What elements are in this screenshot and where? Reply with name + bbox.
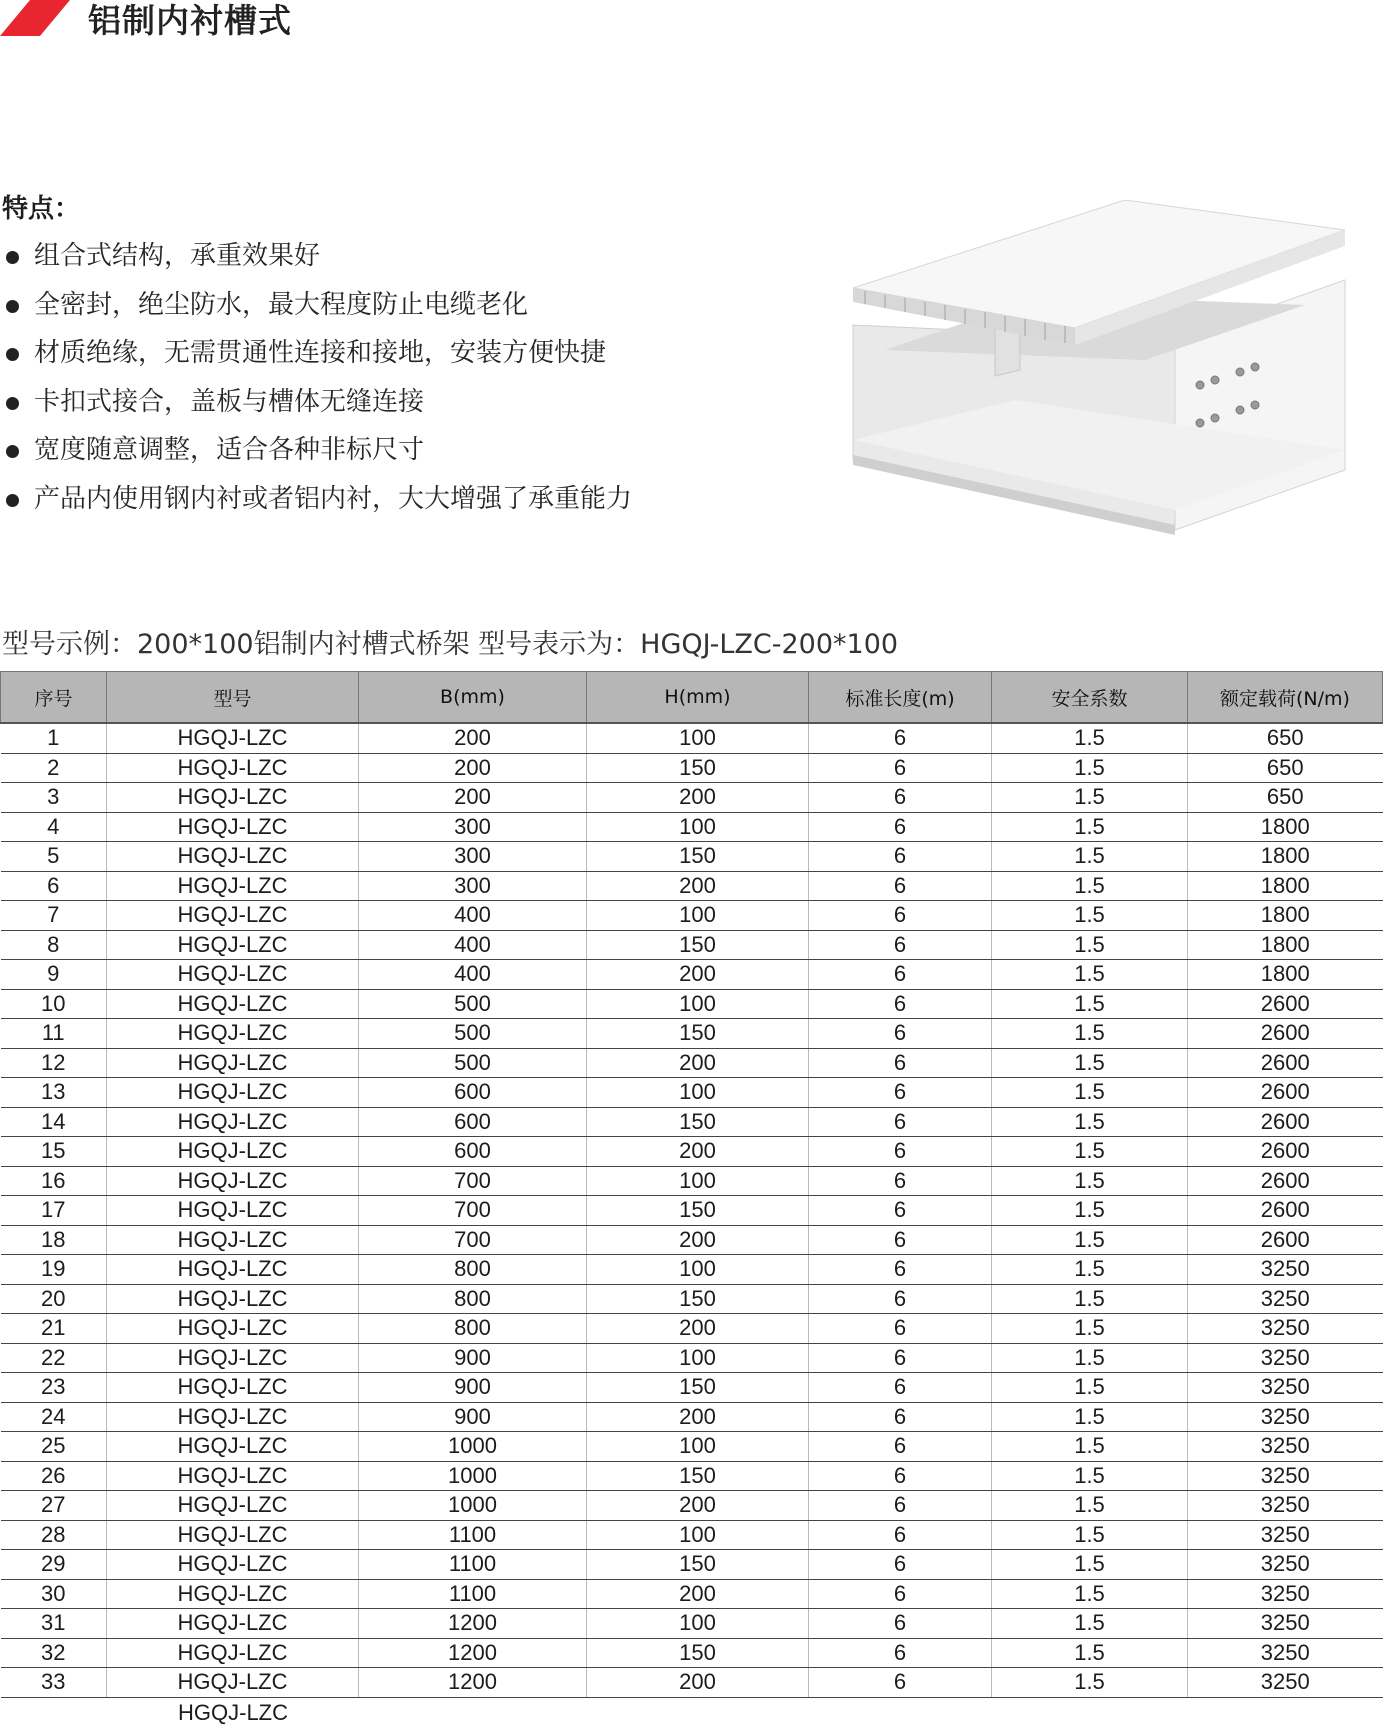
cell-width: 800 (359, 1255, 587, 1285)
cell-width: 700 (359, 1196, 587, 1226)
cell-model: HGQJ-LZC (107, 1491, 359, 1521)
cell-width: 900 (359, 1402, 587, 1432)
cell-safety: 1.5 (992, 1225, 1188, 1255)
cell-model: HGQJ-LZC (107, 1373, 359, 1403)
cell-index: 7 (1, 901, 107, 931)
feature-item: 宽度随意调整，适合各种非标尺寸 (2, 426, 632, 475)
cell-load: 2600 (1188, 1196, 1383, 1226)
table-row (1, 1107, 1383, 1137)
cell-height: 100 (587, 723, 809, 753)
cell-length: 6 (809, 1137, 992, 1167)
cell-safety: 1.5 (992, 1078, 1188, 1108)
cell-safety: 1.5 (992, 723, 1188, 753)
cell-width: 200 (359, 723, 587, 753)
cell-height: 150 (587, 930, 809, 960)
table-header-row (1, 672, 1383, 724)
cell-index: 8 (1, 930, 107, 960)
cell-height: 200 (587, 783, 809, 813)
cell-width: 400 (359, 960, 587, 990)
cell-index: 20 (1, 1284, 107, 1314)
cell-model: HGQJ-LZC (107, 960, 359, 990)
col-header-width: B(mm) (359, 672, 587, 724)
col-header-height: H(mm) (587, 672, 809, 724)
cell-index: 33 (1, 1668, 107, 1698)
cell-model: HGQJ-LZC (107, 1255, 359, 1285)
table-row (1, 1461, 1383, 1491)
cell-safety: 1.5 (992, 1579, 1188, 1609)
cell-safety: 1.5 (992, 901, 1188, 931)
cell-load: 650 (1188, 753, 1383, 783)
cell-index: 1 (1, 723, 107, 753)
cell-model: HGQJ-LZC (107, 1166, 359, 1196)
cell-width: 700 (359, 1166, 587, 1196)
cell-length: 6 (809, 1284, 992, 1314)
table-row (1, 1137, 1383, 1167)
cell-height: 150 (587, 1284, 809, 1314)
cell-load: 3250 (1188, 1550, 1383, 1580)
cell-safety: 1.5 (992, 1373, 1188, 1403)
cell-safety: 1.5 (992, 812, 1188, 842)
table-row (1, 1579, 1383, 1609)
cell-safety: 1.5 (992, 1432, 1188, 1462)
cell-load: 2600 (1188, 1048, 1383, 1078)
cell-index: 4 (1, 812, 107, 842)
cell-index: 24 (1, 1402, 107, 1432)
table-row (1, 1048, 1383, 1078)
cell-load: 3250 (1188, 1255, 1383, 1285)
cell-height: 200 (587, 1225, 809, 1255)
cell-load: 2600 (1188, 1137, 1383, 1167)
table-row (1, 989, 1383, 1019)
cell-model: HGQJ-LZC (107, 783, 359, 813)
cell-width: 900 (359, 1343, 587, 1373)
cell-height: 100 (587, 901, 809, 931)
bullet-icon (6, 348, 19, 361)
cell-model: HGQJ-LZC (107, 1402, 359, 1432)
cell-model: HGQJ-LZC (107, 1225, 359, 1255)
cell-height: 200 (587, 1491, 809, 1521)
table-row (1, 1255, 1383, 1285)
cell-height: 200 (587, 1668, 809, 1698)
table-row (1, 783, 1383, 813)
cell-index: 19 (1, 1255, 107, 1285)
cell-index: 18 (1, 1225, 107, 1255)
cell-safety: 1.5 (992, 1314, 1188, 1344)
table-row (1, 871, 1383, 901)
feature-list (2, 232, 632, 523)
table-row (1, 812, 1383, 842)
cell-length: 6 (809, 1638, 992, 1668)
cell-length: 6 (809, 1225, 992, 1255)
overflow-model-label: HGQJ-LZC (178, 1700, 288, 1725)
cell-safety: 1.5 (992, 1137, 1188, 1167)
cell-safety: 1.5 (992, 989, 1188, 1019)
cell-length: 6 (809, 1579, 992, 1609)
cell-model: HGQJ-LZC (107, 812, 359, 842)
cell-height: 150 (587, 1461, 809, 1491)
cable-tray-product-image (845, 200, 1355, 540)
cell-length: 6 (809, 1373, 992, 1403)
table-row (1, 1668, 1383, 1698)
cell-model: HGQJ-LZC (107, 1343, 359, 1373)
bullet-icon (6, 300, 19, 313)
cell-height: 100 (587, 812, 809, 842)
cell-length: 6 (809, 901, 992, 931)
cell-load: 3250 (1188, 1461, 1383, 1491)
table-row (1, 1491, 1383, 1521)
cell-height: 150 (587, 1196, 809, 1226)
cell-index: 13 (1, 1078, 107, 1108)
cell-safety: 1.5 (992, 1491, 1188, 1521)
cell-height: 100 (587, 1609, 809, 1639)
bullet-icon (6, 397, 19, 410)
cell-model: HGQJ-LZC (107, 989, 359, 1019)
cell-width: 500 (359, 1048, 587, 1078)
title-accent-icon (0, 0, 70, 36)
cell-safety: 1.5 (992, 1638, 1188, 1668)
cell-model: HGQJ-LZC (107, 1137, 359, 1167)
cell-safety: 1.5 (992, 1255, 1188, 1285)
cell-width: 700 (359, 1225, 587, 1255)
cell-safety: 1.5 (992, 1520, 1188, 1550)
cell-length: 6 (809, 871, 992, 901)
col-header-safety: 安全系数 (992, 672, 1188, 724)
cell-safety: 1.5 (992, 842, 1188, 872)
cell-index: 10 (1, 989, 107, 1019)
cell-model: HGQJ-LZC (107, 1609, 359, 1639)
cell-length: 6 (809, 1078, 992, 1108)
cell-length: 6 (809, 1166, 992, 1196)
cell-length: 6 (809, 1402, 992, 1432)
feature-item: 全密封，绝尘防水，最大程度防止电缆老化 (2, 281, 632, 330)
cell-model: HGQJ-LZC (107, 1668, 359, 1698)
cell-width: 1200 (359, 1638, 587, 1668)
cell-index: 27 (1, 1491, 107, 1521)
cell-load: 3250 (1188, 1402, 1383, 1432)
cell-height: 150 (587, 753, 809, 783)
cell-model: HGQJ-LZC (107, 1314, 359, 1344)
cell-safety: 1.5 (992, 783, 1188, 813)
cell-index: 12 (1, 1048, 107, 1078)
cell-height: 200 (587, 960, 809, 990)
cell-length: 6 (809, 783, 992, 813)
cell-width: 1100 (359, 1579, 587, 1609)
cell-safety: 1.5 (992, 1402, 1188, 1432)
cell-width: 500 (359, 1019, 587, 1049)
cell-safety: 1.5 (992, 1461, 1188, 1491)
cell-height: 150 (587, 1550, 809, 1580)
cell-width: 1100 (359, 1520, 587, 1550)
cell-height: 100 (587, 989, 809, 1019)
cell-width: 1000 (359, 1491, 587, 1521)
feature-item: 材质绝缘，无需贯通性连接和接地，安装方便快捷 (2, 329, 632, 378)
cell-load: 1800 (1188, 901, 1383, 931)
cell-height: 150 (587, 1638, 809, 1668)
cell-index: 16 (1, 1166, 107, 1196)
cell-height: 200 (587, 1579, 809, 1609)
cell-index: 30 (1, 1579, 107, 1609)
cell-load: 3250 (1188, 1314, 1383, 1344)
cell-load: 2600 (1188, 1019, 1383, 1049)
cell-load: 3250 (1188, 1284, 1383, 1314)
cell-length: 6 (809, 1550, 992, 1580)
cell-load: 2600 (1188, 1078, 1383, 1108)
table-row (1, 1225, 1383, 1255)
cell-length: 6 (809, 989, 992, 1019)
table-row (1, 1343, 1383, 1373)
cell-load: 3250 (1188, 1373, 1383, 1403)
cell-model: HGQJ-LZC (107, 1019, 359, 1049)
cell-load: 3250 (1188, 1609, 1383, 1639)
cell-load: 2600 (1188, 1225, 1383, 1255)
cell-width: 1000 (359, 1461, 587, 1491)
cell-length: 6 (809, 930, 992, 960)
table-row (1, 960, 1383, 990)
cell-safety: 1.5 (992, 1284, 1188, 1314)
cell-index: 9 (1, 960, 107, 990)
cell-load: 2600 (1188, 989, 1383, 1019)
cell-width: 1100 (359, 1550, 587, 1580)
cell-index: 32 (1, 1638, 107, 1668)
feature-item: 组合式结构，承重效果好 (2, 232, 632, 281)
cell-length: 6 (809, 1520, 992, 1550)
cell-height: 200 (587, 1137, 809, 1167)
cell-model: HGQJ-LZC (107, 1196, 359, 1226)
cell-model: HGQJ-LZC (107, 1107, 359, 1137)
cell-length: 6 (809, 1461, 992, 1491)
cell-height: 100 (587, 1078, 809, 1108)
table-row (1, 1078, 1383, 1108)
cell-index: 26 (1, 1461, 107, 1491)
table-row (1, 1609, 1383, 1639)
cell-load: 1800 (1188, 842, 1383, 872)
cell-length: 6 (809, 1343, 992, 1373)
cell-load: 3250 (1188, 1343, 1383, 1373)
bullet-icon (6, 251, 19, 264)
cell-height: 100 (587, 1520, 809, 1550)
cell-model: HGQJ-LZC (107, 871, 359, 901)
cell-width: 600 (359, 1078, 587, 1108)
cell-height: 200 (587, 1402, 809, 1432)
bullet-icon (6, 445, 19, 458)
cell-load: 3250 (1188, 1638, 1383, 1668)
cell-index: 17 (1, 1196, 107, 1226)
cell-load: 2600 (1188, 1166, 1383, 1196)
cell-length: 6 (809, 1314, 992, 1344)
table-row (1, 1019, 1383, 1049)
cell-length: 6 (809, 1491, 992, 1521)
cell-safety: 1.5 (992, 1107, 1188, 1137)
cell-safety: 1.5 (992, 753, 1188, 783)
cell-height: 200 (587, 871, 809, 901)
spec-table (0, 671, 1383, 1698)
cell-safety: 1.5 (992, 1550, 1188, 1580)
cell-safety: 1.5 (992, 1166, 1188, 1196)
cell-height: 100 (587, 1343, 809, 1373)
cell-width: 500 (359, 989, 587, 1019)
cell-model: HGQJ-LZC (107, 1579, 359, 1609)
cell-width: 900 (359, 1373, 587, 1403)
cell-height: 200 (587, 1314, 809, 1344)
table-row (1, 1520, 1383, 1550)
cell-length: 6 (809, 723, 992, 753)
cell-length: 6 (809, 812, 992, 842)
cell-load: 1800 (1188, 930, 1383, 960)
cell-length: 6 (809, 1609, 992, 1639)
cell-length: 6 (809, 1255, 992, 1285)
table-row (1, 1284, 1383, 1314)
cell-model: HGQJ-LZC (107, 1550, 359, 1580)
cell-height: 150 (587, 1019, 809, 1049)
cell-length: 6 (809, 753, 992, 783)
cell-index: 31 (1, 1609, 107, 1639)
cell-length: 6 (809, 842, 992, 872)
table-row (1, 1373, 1383, 1403)
cell-model: HGQJ-LZC (107, 1520, 359, 1550)
cell-width: 1200 (359, 1609, 587, 1639)
cell-height: 150 (587, 842, 809, 872)
cell-load: 650 (1188, 783, 1383, 813)
table-row (1, 1166, 1383, 1196)
cell-length: 6 (809, 1107, 992, 1137)
feature-item: 卡扣式接合，盖板与槽体无缝连接 (2, 378, 632, 427)
cell-safety: 1.5 (992, 1048, 1188, 1078)
bullet-icon (6, 494, 19, 507)
cell-width: 400 (359, 901, 587, 931)
cell-width: 200 (359, 753, 587, 783)
cell-load: 1800 (1188, 871, 1383, 901)
cell-height: 150 (587, 1107, 809, 1137)
cell-load: 1800 (1188, 812, 1383, 842)
cell-index: 23 (1, 1373, 107, 1403)
cell-width: 300 (359, 842, 587, 872)
cell-height: 150 (587, 1373, 809, 1403)
cell-width: 300 (359, 812, 587, 842)
table-row (1, 1432, 1383, 1462)
cell-height: 100 (587, 1255, 809, 1285)
cell-width: 400 (359, 930, 587, 960)
table-row (1, 901, 1383, 931)
table-row (1, 723, 1383, 753)
col-header-index: 序号 (1, 672, 107, 724)
col-header-length: 标准长度(m) (809, 672, 992, 724)
table-row (1, 1196, 1383, 1226)
table-row (1, 1638, 1383, 1668)
col-header-model: 型号 (107, 672, 359, 724)
cell-model: HGQJ-LZC (107, 1284, 359, 1314)
table-row (1, 842, 1383, 872)
cell-height: 200 (587, 1048, 809, 1078)
cell-index: 22 (1, 1343, 107, 1373)
cell-model: HGQJ-LZC (107, 1432, 359, 1462)
table-row (1, 1314, 1383, 1344)
cell-model: HGQJ-LZC (107, 1638, 359, 1668)
cell-load: 3250 (1188, 1432, 1383, 1462)
cell-length: 6 (809, 1432, 992, 1462)
cell-safety: 1.5 (992, 1343, 1188, 1373)
cell-width: 1000 (359, 1432, 587, 1462)
cell-safety: 1.5 (992, 1196, 1188, 1226)
cell-safety: 1.5 (992, 1609, 1188, 1639)
cell-load: 3250 (1188, 1520, 1383, 1550)
cell-width: 1200 (359, 1668, 587, 1698)
cell-length: 6 (809, 1048, 992, 1078)
cell-load: 2600 (1188, 1107, 1383, 1137)
cell-load: 3250 (1188, 1668, 1383, 1698)
cell-model: HGQJ-LZC (107, 723, 359, 753)
cell-model: HGQJ-LZC (107, 930, 359, 960)
cell-safety: 1.5 (992, 1668, 1188, 1698)
cell-index: 15 (1, 1137, 107, 1167)
cell-length: 6 (809, 1019, 992, 1049)
cell-length: 6 (809, 960, 992, 990)
cell-length: 6 (809, 1668, 992, 1698)
table-row (1, 930, 1383, 960)
cell-model: HGQJ-LZC (107, 842, 359, 872)
cell-model: HGQJ-LZC (107, 1461, 359, 1491)
table-row (1, 753, 1383, 783)
cell-width: 800 (359, 1314, 587, 1344)
cell-width: 300 (359, 871, 587, 901)
feature-item: 产品内使用钢内衬或者铝内衬，大大增强了承重能力 (2, 475, 632, 524)
cell-index: 14 (1, 1107, 107, 1137)
cell-index: 6 (1, 871, 107, 901)
table-row (1, 1550, 1383, 1580)
cell-index: 11 (1, 1019, 107, 1049)
page-title: 铝制内衬槽式 (88, 1, 292, 40)
cell-safety: 1.5 (992, 871, 1188, 901)
cell-index: 29 (1, 1550, 107, 1580)
cell-load: 650 (1188, 723, 1383, 753)
cell-safety: 1.5 (992, 960, 1188, 990)
table-row (1, 1402, 1383, 1432)
col-header-load: 额定载荷(N/m) (1188, 672, 1383, 724)
cell-index: 21 (1, 1314, 107, 1344)
features-heading: 特点： (2, 194, 81, 224)
cell-load: 3250 (1188, 1579, 1383, 1609)
cell-model: HGQJ-LZC (107, 1048, 359, 1078)
cell-index: 28 (1, 1520, 107, 1550)
cell-index: 2 (1, 753, 107, 783)
cell-width: 800 (359, 1284, 587, 1314)
cell-index: 3 (1, 783, 107, 813)
cell-width: 200 (359, 783, 587, 813)
cell-safety: 1.5 (992, 930, 1188, 960)
cell-load: 3250 (1188, 1491, 1383, 1521)
cell-model: HGQJ-LZC (107, 1078, 359, 1108)
cell-height: 100 (587, 1432, 809, 1462)
cell-model: HGQJ-LZC (107, 753, 359, 783)
cell-index: 25 (1, 1432, 107, 1462)
cell-model: HGQJ-LZC (107, 901, 359, 931)
cell-load: 1800 (1188, 960, 1383, 990)
cell-safety: 1.5 (992, 1019, 1188, 1049)
cell-length: 6 (809, 1196, 992, 1226)
cell-width: 600 (359, 1107, 587, 1137)
cell-height: 100 (587, 1166, 809, 1196)
model-example-text: 型号示例：200*100铝制内衬槽式桥架 型号表示为：HGQJ-LZC-200*100 (2, 629, 899, 660)
cell-width: 600 (359, 1137, 587, 1167)
cell-index: 5 (1, 842, 107, 872)
